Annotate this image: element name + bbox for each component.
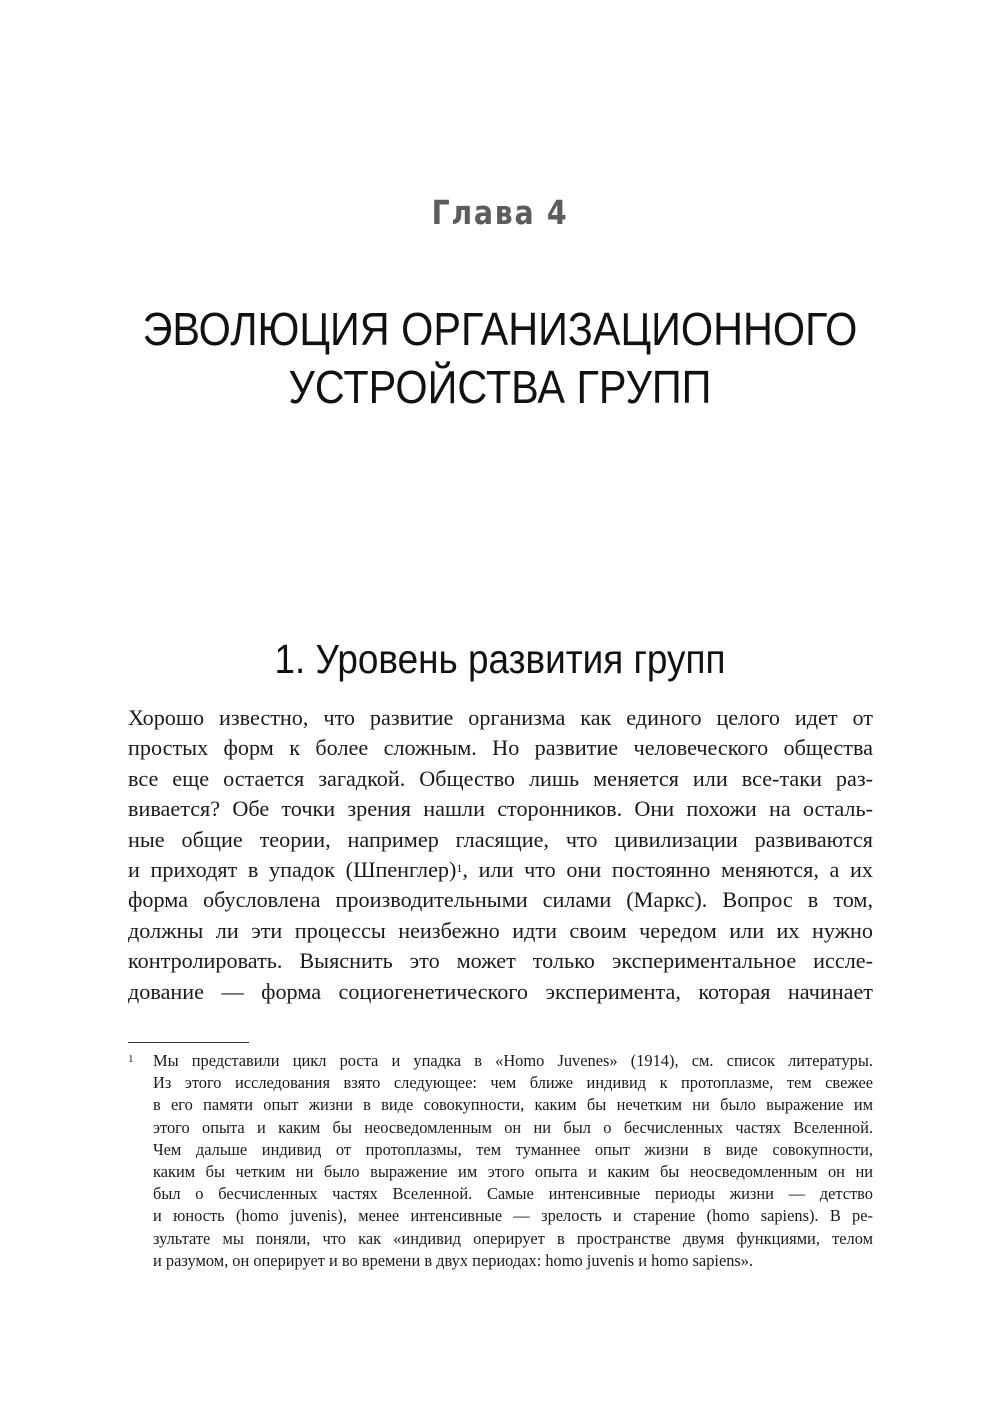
body-line [128,855,873,885]
body-line-part: , или что они постоянно меняются, а их [462,857,873,883]
body-paragraph [128,703,873,1007]
footnote-line: каким бы четким ни было выражение им этого опыта и каким бы неосведомленным он ни [153,1162,873,1182]
body-line: должны ли эти процессы неизбежно идти своим чередом или их нужно [128,917,873,943]
body-line: контролировать. Выяснить это может только экспериментальное иссле- [128,948,873,974]
body-line: простых форм к более сложным. Но развитие человеческого общества [128,735,873,761]
footnote-reference[interactable]: 1 [456,861,463,876]
chapter-label: Глава 4 [431,193,569,232]
body-line: форма обусловлена производительными силами (Маркс). Вопрос в том, [128,887,873,913]
body-line: ные общие теории, например гласящие, что цивилизации развиваются [128,826,873,852]
footnote-divider [128,1042,249,1043]
footnote-line: Чем дальше индивид от протоплазмы, тем туманнее опыт жизни в виде совокупности, [153,1139,873,1159]
body-line: Хорошо известно, что развитие организма как единого целого идет от [128,705,873,730]
footnote-line: зультате мы поняли, что как «индивид оперирует в пространстве двумя функциями, телом [153,1228,873,1248]
body-line: вивается? Обе точки зрения нашли сторонников. Они похожи на осталь- [128,796,873,822]
chapter-title [50,300,950,416]
footnote-line: этого опыта и каким бы неосведомленным он ни был о бесчисленных частях Вселенной. [153,1117,873,1137]
chapter-title-line-1: ЭВОЛЮЦИЯ ОРГАНИЗАЦИОННОГО [142,303,858,355]
footnote [128,1050,873,1272]
footnote-line: Из этого исследования взято следующее: чем ближе индивид к протоплазме, тем свежее [153,1073,873,1093]
footnote-line: в его памяти опыт жизни в виде совокупности, каким бы нечетким ни было выражение им [153,1095,873,1115]
footnote-line: Мы представили цикл роста и упадка в «Homo Juvenes» (1914), см. список литературы. [153,1051,873,1070]
footnote-line: и разумом, он оперирует и во времени в двух периодах: homo juvenis и homo sapiens». [153,1250,754,1270]
footnote-text [153,1050,873,1272]
body-line: все еще остается загадкой. Общество лишь меняется или все-таки раз- [128,765,873,791]
footnote-line: и юность (homo juvenis), менее интенсивные — зрелость и старение (homo sapiens). В ре- [153,1206,873,1226]
chapter-title-line-2: УСТРОЙСТВА ГРУПП [288,361,712,413]
body-line-part: и приходят в упадок (Шпенглер) [128,857,457,883]
footnote-line: был о бесчисленных частях Вселенной. Самые интенсивные периоды жизни — детство [153,1184,873,1204]
body-line: дование — форма социогенетического эксперимента, которая начинает [128,978,873,1004]
section-title: 1. Уровень развития групп [274,636,726,682]
footnote-marker: 1 [128,1053,134,1065]
